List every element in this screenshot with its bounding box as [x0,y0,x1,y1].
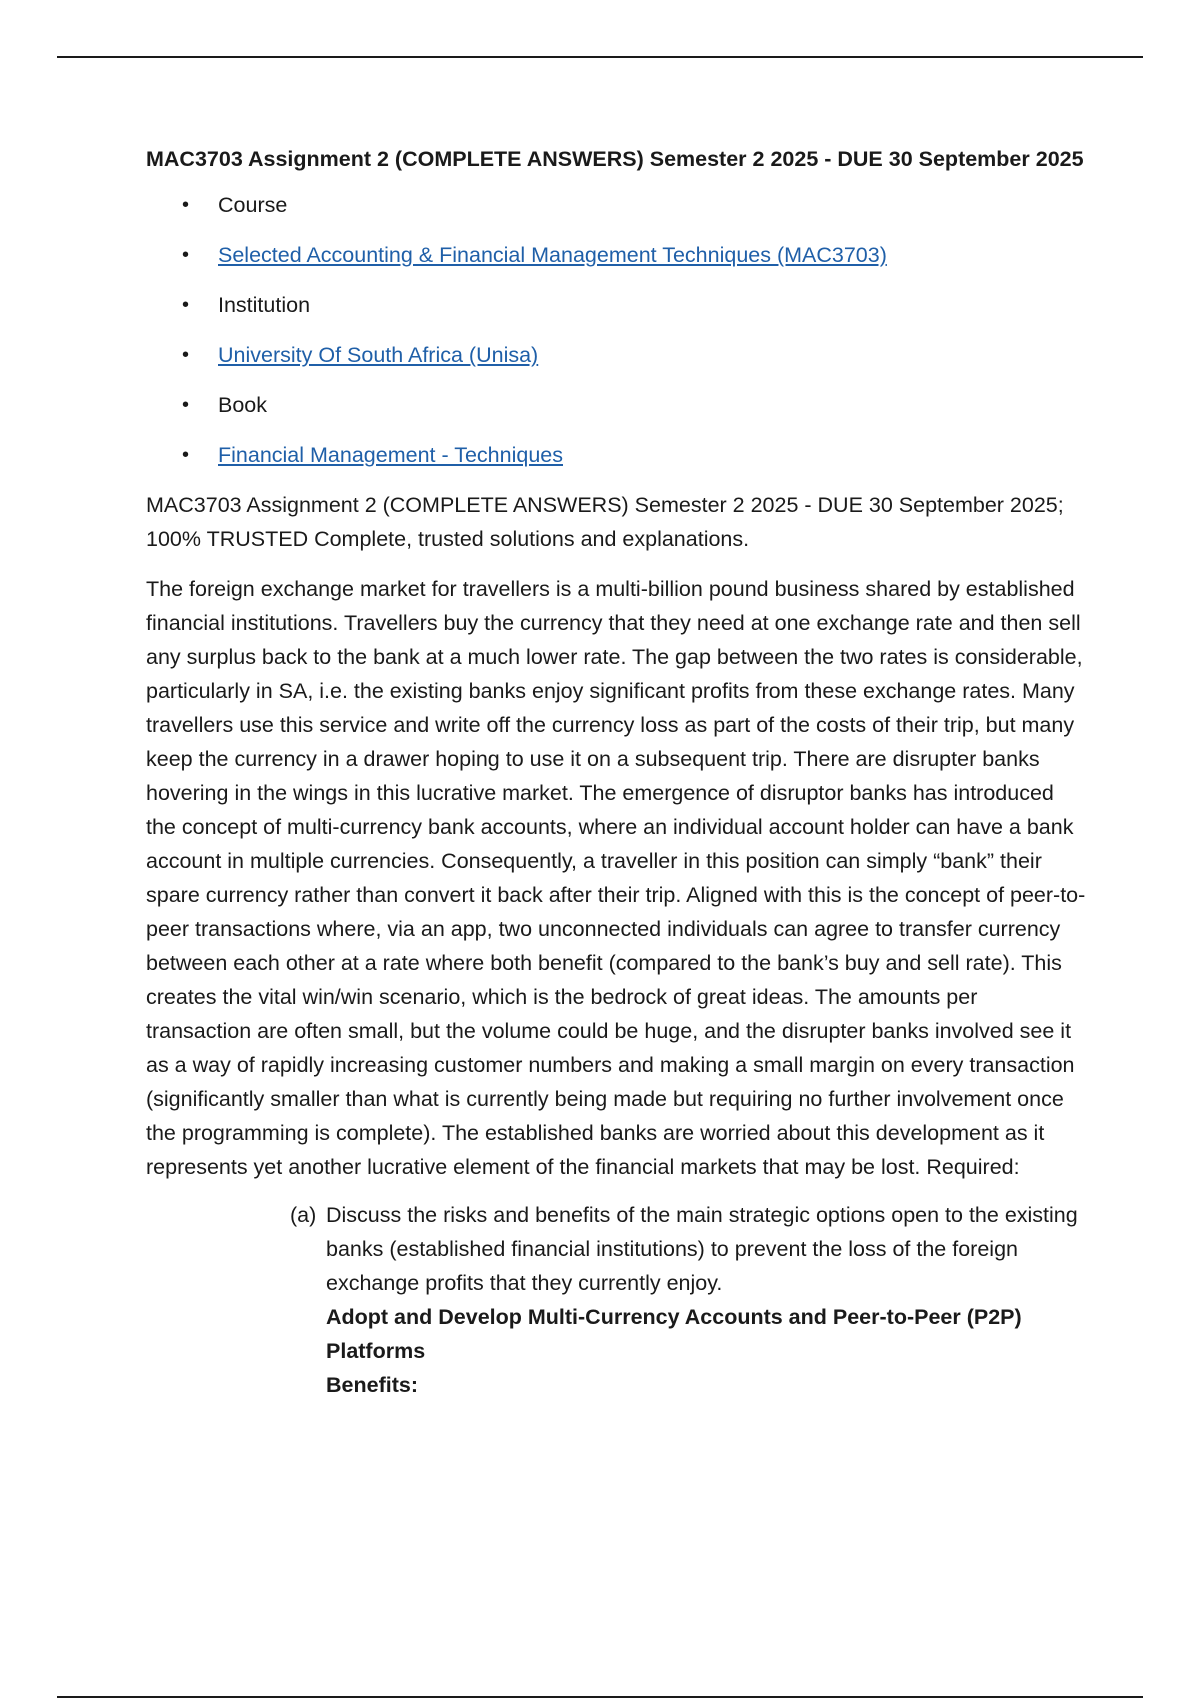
book-link[interactable]: Financial Management - Techniques [218,443,563,467]
meta-label: Course [218,193,288,217]
footer-rule [57,1696,1143,1698]
bullet-icon: • [182,244,190,266]
bullet-icon: • [182,294,190,316]
document-body [146,142,1086,1402]
question-text: Discuss the risks and benefits of the main strategic options open to the existing banks (established financial institutions) to prevent the loss of the foreign exchange profits that they currently enjoy. [326,1203,1078,1295]
institution-link[interactable]: University Of South Africa (Unisa) [218,343,539,367]
meta-item-institution-label [146,288,1086,322]
document-meta-list [146,188,1086,472]
meta-label: Book [218,393,268,417]
intro-paragraph: MAC3703 Assignment 2 (COMPLETE ANSWERS) Semester 2 2025 - DUE 30 September 2025; 100% TRUSTED Complete, trusted solutions and explanations. [146,493,1064,551]
bullet-icon: • [182,194,190,216]
document-title: MAC3703 Assignment 2 (COMPLETE ANSWERS) Semester 2 2025 - DUE 30 September 2025 [146,147,1084,171]
meta-label: Institution [218,293,311,317]
meta-item-book-label [146,388,1086,422]
answer-heading: Adopt and Develop Multi-Currency Accounts and Peer-to-Peer (P2P) Platforms [326,1305,1022,1363]
question-label: (a) [290,1203,317,1227]
question-a [290,1198,1086,1402]
answer-subheading: Benefits: [326,1373,418,1397]
header-rule [57,56,1143,58]
bullet-icon: • [182,344,190,366]
case-study-paragraph: The foreign exchange market for travellers is a multi-billion pound business shared by established financial institutions. Travellers buy the currency that they need at one exchange rate and then sell any surplus back to the bank at a much lower rate. The gap between the two rates is considerable, particularly in SA, i.e. the existing banks enjoy significant profits from these exchange rates. Many travellers use this service and write off the currency loss as part of the costs of their trip, but many keep the currency in a drawer hoping to use it on a subsequent trip. There are disrupter banks hovering in the wings in this lucrative market. The emergence of disruptor banks has introduced the concept of multi-currency bank accounts, where an individual account holder can have a bank account in multiple currencies. Consequently, a traveller in this position can simply “bank” their spare currency rather than convert it back after their trip. Aligned with this is the concept of peer-to-peer transactions where, via an app, two unconnected individuals can agree to transfer currency between each other at a rate where both benefit (compared to the bank’s buy and sell rate). This creates the vital win/win scenario, which is the bedrock of great ideas. The amounts per transaction are often small, but the volume could be huge, and the disrupter banks involved see it as a way of rapidly increasing customer numbers and making a small margin on every transaction (significantly smaller than what is currently being made but requiring no further involvement once the programming is complete). The established banks are worried about this development as it represents yet another lucrative element of the financial markets that may be lost. Required: [146,577,1086,1179]
bullet-icon: • [182,444,190,466]
meta-item-course-label [146,188,1086,222]
meta-item-book-link[interactable] [146,438,1086,472]
bullet-icon: • [182,394,190,416]
course-link[interactable]: Selected Accounting & Financial Management Techniques (MAC3703) [218,243,887,267]
meta-item-course-link[interactable] [146,238,1086,272]
meta-item-institution-link[interactable] [146,338,1086,372]
